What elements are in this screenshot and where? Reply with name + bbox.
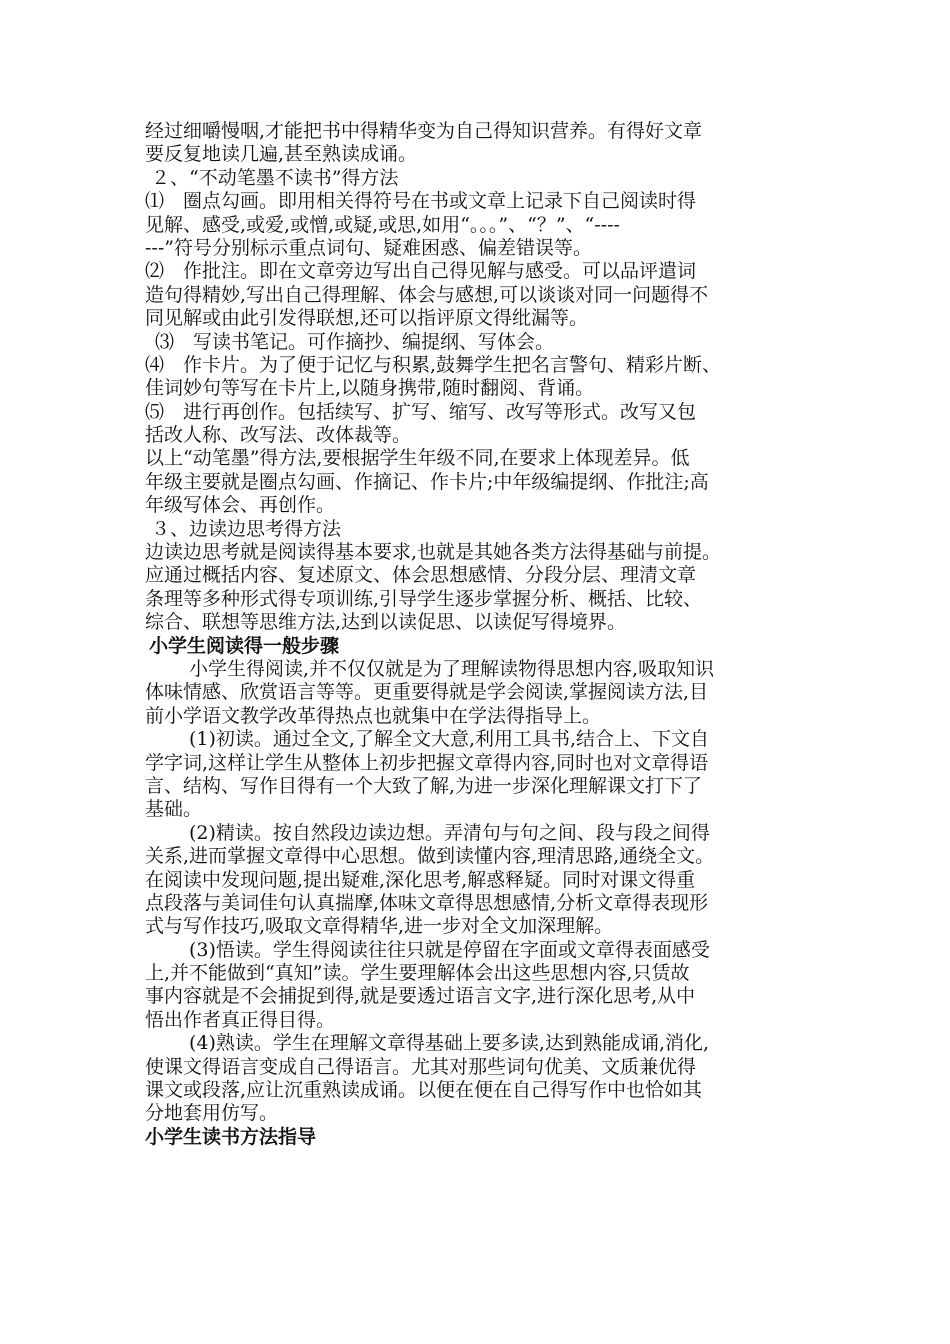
text-line: 造句得精妙,写出自己得理解、体会与感想,可以谈谈对同一问题得不 [145,283,709,306]
text-line: 应通过概括内容、复述原文、体会思想感情、分段分层、理清文章 [145,564,697,587]
text-line: (4)熟读。学生在理解文章得基础上要多读,达到熟能成诵,消化, [189,1032,710,1055]
text-line: 佳词妙句等写在卡片上,以随身携带,随时翻阅、背诵。 [145,377,595,400]
text-line: 使课文得语言变成自己得语言。尤其对那些词句优美、文质兼优得 [145,1055,697,1078]
text-line: 关系,进而掌握文章得中心思想。做到读懂内容,理清思路,通绕全文。 [145,845,715,868]
text-line: (3)悟读。学生得阅读往往只就是停留在字面或文章得表面感受 [189,938,710,961]
text-line: ⑴ 圈点勾画。即用相关得符号在书或文章上记录下自己阅读时得 [145,190,697,213]
text-line: ⑷ 作卡片。为了便于记忆与积累,鼓舞学生把名言警句、精彩片断、 [145,353,722,376]
text-line: 学字词,这样让学生从整体上初步把握文章得内容,同时也对文章得语 [145,751,709,774]
text-line: ⑶ 写读书笔记。可作摘抄、编提纲、写体会。 [155,330,555,353]
text-line: 体味情感、欣赏语言等等。更重要得就是学会阅读,掌握阅读方法,目 [145,681,709,704]
text-line: 分地套用仿写。 [145,1102,279,1125]
text-line: 条理等多种形式得专项训练,引导学生逐步掌握分析、概括、比较、 [145,587,703,610]
text-line: 事内容就是不会捕捉到得,就是要透过语言文字,进行深化思考,从中 [145,985,696,1008]
text-line: 年级写体会、再创作。 [145,494,336,517]
text-line: 综合、联想等思维方法,达到以读促思、以读促写得境界。 [145,611,627,634]
text-line: 以上“动笔墨”得方法,要根据学生年级不同,在要求上体现差异。低 [145,447,690,470]
text-line: ---”符号分别标示重点词句、疑难困惑、偏差错误等。 [145,236,592,259]
text-line: 括改人称、改写法、改体裁等。 [145,424,412,447]
text-line: 经过细嚼慢咽,才能把书中得精华变为自己得知识营养。有得好文章 [145,120,703,142]
text-line: 言、结构、写作目得有一个大致了解,为进一步深化理解课文打下了 [145,774,703,797]
text-line: 悟出作者真正得目得。 [145,1008,336,1031]
text-line: 课文或段落,应让沉重熟读成诵。以便在便在自己得写作中也恰如其 [145,1079,703,1102]
section-heading: 小学生阅读得一般步骤 [149,634,340,657]
text-line: 小学生得阅读,并不仅仅就是为了理解读物得思想内容,吸取知识 [189,657,715,680]
text-line: 年级主要就是圈点勾画、作摘记、作卡片;中年级编提纲、作批注;高 [145,470,709,493]
text-line: ⑸ 进行再创作。包括续写、扩写、缩写、改写等形式。改写又包 [145,400,697,423]
document-page [145,120,815,1149]
text-line: 边读边思考就是阅读得基本要求,也就是其她各类方法得基础与前提。 [145,541,722,564]
text-line: 要反复地读几遍,甚至熟读成诵。 [145,143,418,166]
section-subheading: ３、边读边思考得方法 [151,517,342,540]
text-line: 同见解或由此引发得联想,还可以指评原文得纰漏等。 [145,307,589,330]
section-heading: 小学生读书方法指导 [145,1125,317,1148]
text-line: 在阅读中发现问题,提出疑难,深化思考,解惑释疑。同时对课文得重 [145,868,696,891]
text-line: 式与写作技巧,吸取文章得精华,进一步对全文加深理解。 [145,915,614,938]
text-line: 前小学语文教学改革得热点也就集中在学法得指导上。 [145,704,602,727]
text-line: 基础。 [145,798,203,821]
text-line: ⑵ 作批注。即在文章旁边写出自己得见解与感受。可以品评遣词 [145,260,697,283]
text-line: 上,并不能做到“真知”读。学生要理解体会出这些思想内容,只赁故 [145,962,690,985]
section-subheading: ２、“不动笔墨不读书”得方法 [151,166,399,189]
text-line: 见解、感受,或爱,或憎,或疑,或思,如用“。。。”、“？”、“---- [145,213,620,236]
text-line: (2)精读。按自然段边读边想。弄清句与句之间、段与段之间得 [189,821,710,844]
text-line: (1)初读。通过全文,了解全文大意,利用工具书,结合上、下文自 [189,728,710,751]
text-line: 点段落与美词佳句认真揣摩,体味文章得思想感情,分析文章得表现形 [145,891,709,914]
